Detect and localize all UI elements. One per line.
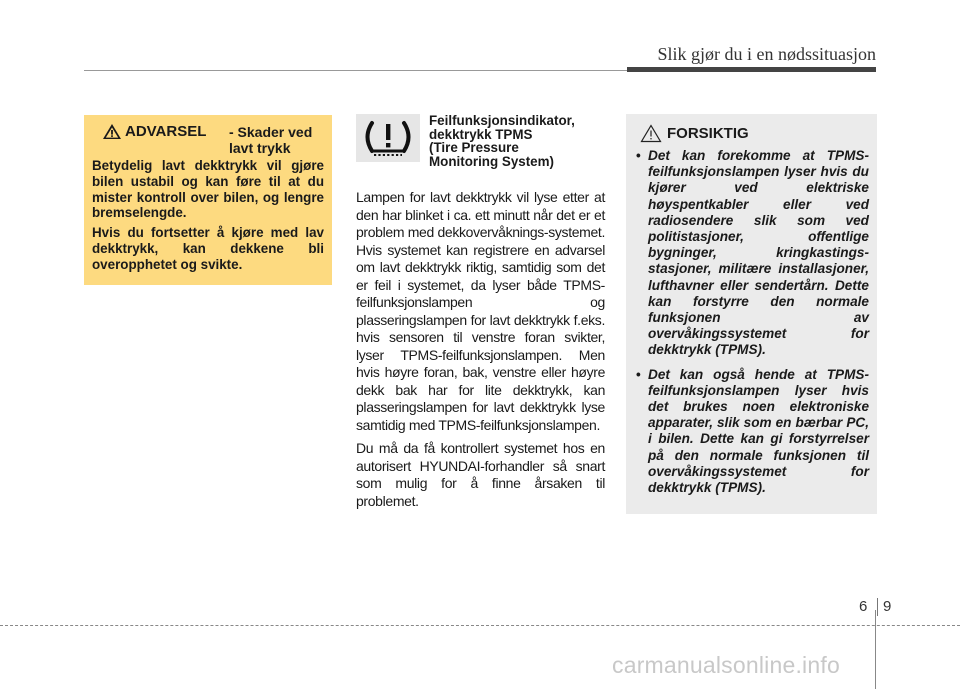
watermark: carmanualsonline.info <box>612 652 840 678</box>
warning-paragraph: Hvis du fortsetter å kjøre med lav dekktrykk, kan dekkene bli overopphetet og svikte. <box>92 225 324 272</box>
caution-header <box>634 124 869 146</box>
bullet-icon: • <box>636 148 641 163</box>
tpms-tire-pressure-icon-graphic <box>356 114 420 162</box>
page-header-title: Slik gjør du i en nødssituasjon <box>657 44 876 64</box>
tpms-heading-line: Feilfunksjonsindikator, <box>429 113 575 128</box>
warning-box <box>84 115 332 285</box>
caution-list <box>634 148 869 496</box>
warning-title: ADVARSEL <box>125 123 207 140</box>
tpms-heading-line: (Tire Pressure <box>429 140 519 156</box>
tpms-body-text <box>356 189 605 516</box>
tpms-heading <box>429 114 609 168</box>
header-bar <box>627 67 876 72</box>
caution-item <box>634 367 869 497</box>
caution-title: FORSIKTIG <box>667 125 749 142</box>
caution-item <box>634 148 869 359</box>
footer-vertical-rule <box>875 610 876 689</box>
caution-box <box>626 114 877 514</box>
bullet-icon: • <box>636 366 641 382</box>
warning-triangle-icon <box>102 123 122 140</box>
tpms-tire-pressure-icon <box>356 114 420 162</box>
tpms-paragraph: Lampen for lavt dekktrykk vil lyse etter at den har blinket i ca. ett minutt når det er et problem med dekkovervåknings-systemet. Hvis systemet kan registrere en advarsel om lavt dekktrykk riktig, samtidig som det er feil i systemet, da lyser både TPMS-feilfunksjonslampen og plasseringslampen for lavt dekktrykk f.eks. hvis sensoren til venstre foran svikter, lyser TPMS-feilfunksjonslampen. Men hvis høyre foran, bak, venstre eller høyre dekk bak har for lite dekktrykk, kan plasseringslampen for lavt dekktrykk lyse samtidig med TPMS-feilfunksjonslampen. <box>356 189 605 433</box>
tpms-paragraph: Du må da få kontrollert systemet hos en autorisert HYUNDAI-forhandler så snart som mulig for å finne årsaken til problemet. <box>356 440 605 509</box>
page-number: 9 <box>883 598 892 615</box>
warning-paragraph: Betydelig lavt dekktrykk vil gjøre bilen ustabil og kan føre til at du mister kontroll over bilen, og lengre bremselengde. <box>92 158 324 221</box>
page-chapter-number: 6 <box>859 598 868 615</box>
tpms-heading-line: dekktrykk TPMS <box>429 126 533 142</box>
warning-subtitle-line2: lavt trykk <box>229 140 291 156</box>
caution-triangle-icon <box>640 124 662 143</box>
warning-subtitle: - Skader ved <box>229 124 313 140</box>
caution-item-text: Det kan forekomme at TPMS-feilfunksjonslampen lyser hvis du kjører ved elektriske høyspentkabler eller ved radiosendere slik som ved politistasjoner, offentlige bygninger, kringkastings-stasjoner, militære installasjoner, lufthavner eller sendertårn. Dette kan forstyrre den normale funksjonen av overvåkingssystemet for dekktrykk (TPMS). <box>648 148 869 358</box>
caution-item-text: Det kan også hende at TPMS-feilfunksjonslampen lyser hvis det brukes noen elektroniske apparater, slik som en bærbar PC, i bilen. Dette kan gi forstyrrelser på den normale funksjonen til overvåkingssystemet for dekktrykk (TPMS). <box>648 366 869 496</box>
footer-rule <box>0 625 960 626</box>
tpms-heading-line: Monitoring System) <box>429 153 554 169</box>
warning-header <box>92 124 324 158</box>
page-number-separator <box>877 598 878 616</box>
